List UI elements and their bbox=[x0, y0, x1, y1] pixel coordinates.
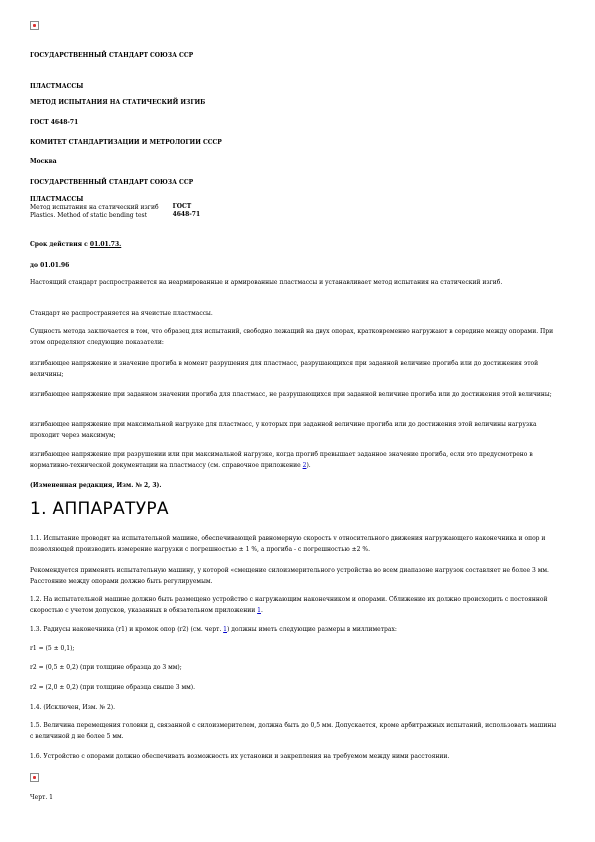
figure-1-link[interactable]: 1 bbox=[223, 626, 227, 633]
intro-paragraph bbox=[30, 449, 560, 471]
intro-paragraph: Стандарт не распространяется на ячеистые пластмассы. bbox=[30, 310, 213, 317]
formula-r2b: r2 = (2,0 ± 0,2) (при толщине образца свыше 3 мм). bbox=[30, 684, 196, 691]
figure-caption: Черт. 1 bbox=[30, 794, 53, 801]
validity-date: 01.01.73. bbox=[89, 241, 122, 248]
formula-r2a: r2 = (0,5 ± 0,2) (при толщине образца до 3 мм); bbox=[30, 664, 182, 671]
intro-paragraph: изгибающее напряжение при максимальной нагрузке для пластмасс, у которых при заданной величине прогиба или до достижения этой величины нагрузка проходит через максимум; bbox=[30, 421, 537, 439]
title-block bbox=[30, 196, 200, 220]
header-line: ГОСТ 4648-71 bbox=[30, 119, 79, 126]
amendment-note: (Измененная редакция, Изм. № 2, 3). bbox=[30, 482, 162, 489]
broken-image-icon bbox=[30, 773, 39, 782]
clause-1-3-text: 1.3. Радиусы наконечника (r1) и кромок опор (r2) (см. черт. bbox=[30, 626, 224, 633]
title-block-name-upper: ПЛАСТМАССЫ bbox=[30, 196, 84, 203]
title-block-name-ru: Метод испытания на статический изгиб bbox=[30, 204, 159, 211]
header-line: ГОСУДАРСТВЕННЫЙ СТАНДАРТ СОЮЗА ССР bbox=[30, 52, 194, 59]
header-line: МЕТОД ИСПЫТАНИЯ НА СТАТИЧЕСКИЙ ИЗГИБ bbox=[30, 99, 206, 106]
intro-paragraph: изгибающее напряжение и значение прогиба в момент разрушения для пластмасс, разрушающихся при заданной величине прогиба или до достижения этой величины; bbox=[30, 360, 539, 378]
intro-paragraph: Настоящий стандарт распространяется на неармированные и армированные пластмассы и устанавливает метод испытания на статический изгиб. bbox=[30, 279, 503, 286]
clause-1-3 bbox=[30, 624, 560, 635]
section-heading: 1. АППАРАТУРА bbox=[30, 499, 169, 519]
intro-paragraph: изгибающее напряжение при заданном значении прогиба для пластмасс, не разрушающихся при заданной величине прогиба или до достижения этой величины; bbox=[30, 391, 552, 398]
clause-1-2 bbox=[30, 594, 560, 616]
broken-image-icon bbox=[30, 21, 39, 30]
validity-to: до 01.01.96 bbox=[30, 262, 70, 269]
header-line: КОМИТЕТ СТАНДАРТИЗАЦИИ И МЕТРОЛОГИИ СССР bbox=[30, 139, 222, 146]
intro-p7-text: изгибающее напряжение при разрушении или при максимальной нагрузке, когда прогиб превышает заданное значение прогиба, если это предусмотрено в нормативно-технической документации на пластмассу (см. справочное приложение bbox=[30, 451, 533, 469]
header-line: ПЛАСТМАССЫ bbox=[30, 83, 84, 90]
title-block-gost-number: 4648-71 bbox=[172, 211, 201, 218]
clause-1-1: 1.1. Испытание проводят на испытательной машине, обеспечивающей равномерную скорость v относительного движения нагружающего наконечника и опор и позволяющей производить измерение нагрузки с погрешностью ± 1 %, а прогиба - с погрешностью ±2 %. bbox=[30, 535, 546, 553]
header-line: Москва bbox=[30, 158, 57, 165]
validity-prefix: Срок действия с bbox=[30, 241, 90, 248]
clause-1-2-end: . bbox=[260, 607, 263, 614]
validity-from bbox=[30, 240, 121, 249]
clause-1-3-end: ) должны иметь следующие размеры в миллиметрах: bbox=[227, 626, 397, 633]
appendix-2-link[interactable]: 2 bbox=[302, 462, 307, 469]
title-block-name-en: Plastics. Method of static bending test bbox=[30, 212, 148, 219]
clause-1-6: 1.6. Устройство с опорами должно обеспечивать возможность их установки и закрепления на требуемом между ними расстоянии. bbox=[30, 753, 450, 760]
clause-1-5: 1.5. Величина перемещения головки д, связанной с силоизмерителем, должна быть до 0,5 мм. Допускается, кроме арбитражных испытаний, использовать машины с величиной д не более 5 мм. bbox=[30, 722, 557, 740]
title-block-gost-label: ГОСТ bbox=[172, 203, 192, 210]
intro-paragraph: Сущность метода заключается в том, что образец для испытаний, свободно лежащий на двух опорах, кратковременно нагружают в середине между опорами. При этом определяют следующие показатели: bbox=[30, 328, 554, 346]
intro-p7-end: ). bbox=[306, 462, 311, 469]
appendix-1-link[interactable]: 1 bbox=[257, 607, 261, 614]
clause-1-2-text: 1.2. На испытательной машине должно быть размещено устройство с нагружающим наконечником и опорами. Сближение их должно происходить с постоянной скоростью с учетом допусков, указанных в обязательном приложении bbox=[30, 596, 548, 614]
clause-1-1-note: Рекомендуется применять испытательную машину, у которой «смещение силоизмерительного устройства во всем диапазоне нагрузок составляет не более 3 мм. Расстояние между опорами должно быть регулируемым. bbox=[30, 567, 549, 585]
header-line: ГОСУДАРСТВЕННЫЙ СТАНДАРТ СОЮЗА ССР bbox=[30, 179, 194, 186]
formula-r1: r1 = (5 ± 0,1); bbox=[30, 645, 75, 652]
clause-1-4: 1.4. (Исключен, Изм. № 2). bbox=[30, 704, 116, 711]
